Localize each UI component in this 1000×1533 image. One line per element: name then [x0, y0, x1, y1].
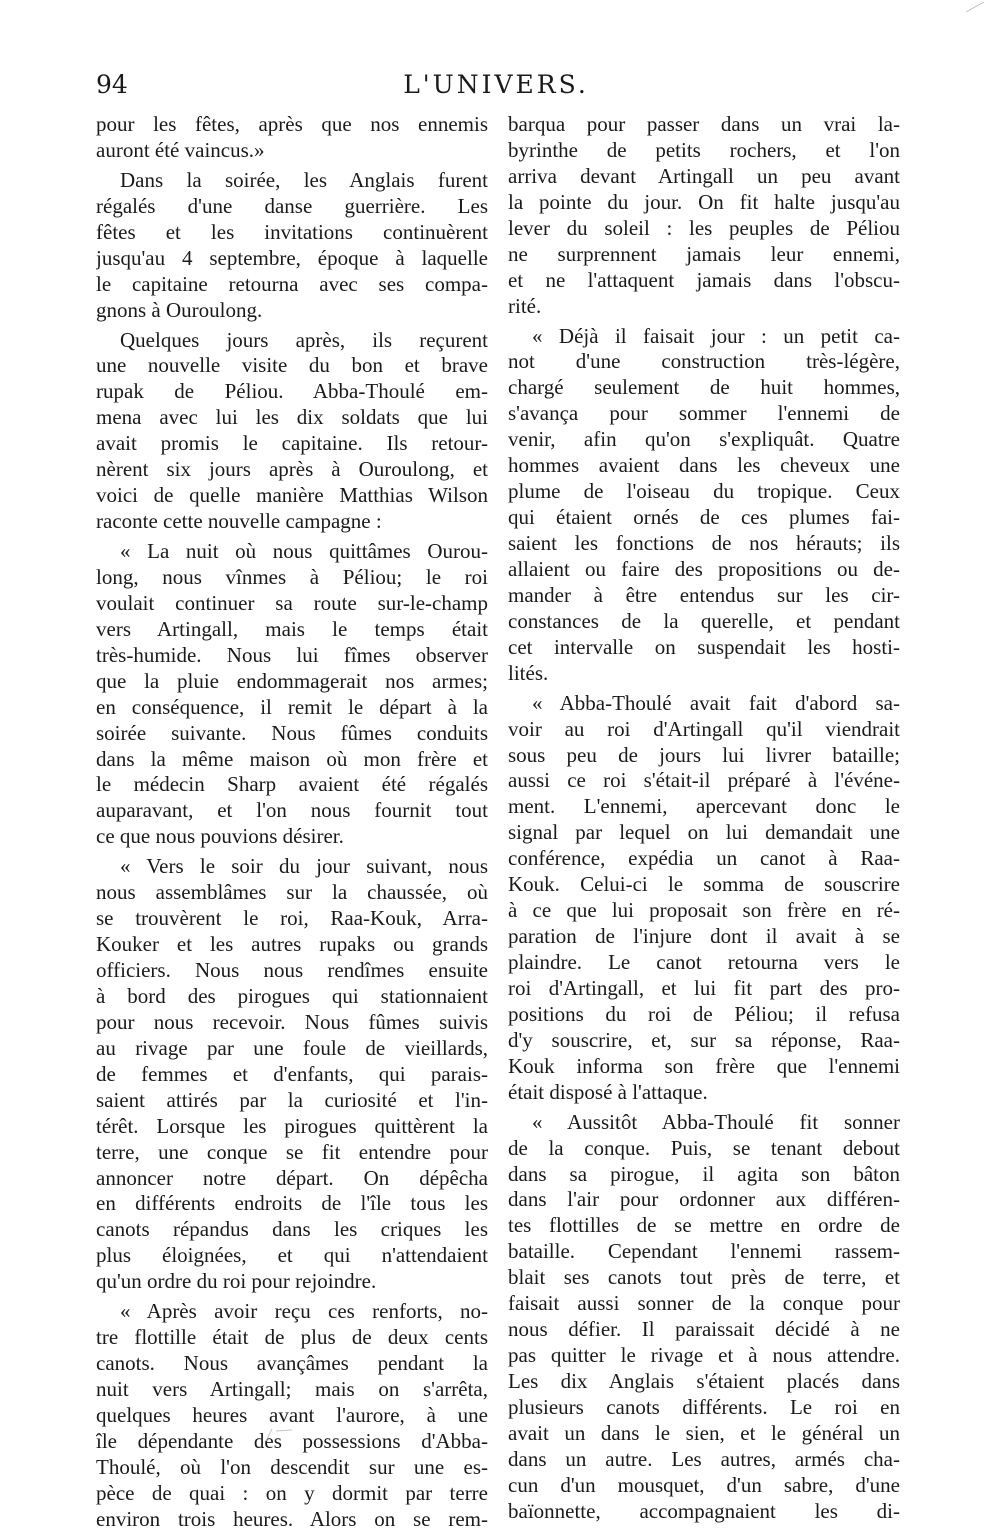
text-line: qu'un ordre du roi pour rejoindre.	[96, 1269, 377, 1294]
text-line: plaindre. Le canot retourna vers le	[508, 950, 900, 974]
text-line: pèce de quai : on y dormit par terre	[96, 1480, 488, 1505]
left-column	[96, 112, 488, 1533]
text-line: canots. Nous avançâmes pendant la	[96, 1351, 488, 1376]
text-line: soirée suivante. Nous fûmes conduits	[96, 720, 488, 745]
text-line: à bord des pirogues qui stationnaient	[96, 983, 488, 1008]
text-line: tes flottilles de se mettre en ordre de	[508, 1213, 900, 1238]
text-line: byrinthe de petits rochers, et l'on	[508, 137, 900, 162]
text-line: dans l'air pour ordonner aux différen-	[508, 1187, 900, 1212]
text-line: que la pluie endommagerait nos armes;	[96, 668, 488, 693]
text-line: environ trois heures. Alors on se rem-	[96, 1506, 488, 1531]
text-line: « La nuit où nous quittâmes Ourou-	[120, 539, 488, 563]
text-line: nèrent six jours après à Ouroulong, et	[96, 457, 488, 482]
text-line: terre, une conque se fit entendre pour	[96, 1139, 488, 1164]
text-line: avait un dans le sien, et le général un	[508, 1420, 900, 1445]
text-line: au rivage par une foule de vieillards,	[96, 1035, 488, 1060]
text-line: baïonnette, accompagnaient les di-	[508, 1498, 900, 1523]
text-line: tre flottille était de plus de deux cents	[96, 1325, 488, 1350]
text-line: nuit vers Artingall; mais on s'arrêta,	[96, 1377, 488, 1401]
text-line: Kouk informa son frère que l'ennemi	[508, 1053, 900, 1078]
text-line: Quelques jours après, ils reçurent	[120, 327, 488, 352]
text-line: signal par lequel on lui demandait une	[508, 820, 900, 845]
text-line: pour les fêtes, après que nos ennemis	[96, 112, 488, 136]
text-line: une nouvelle visite du bon et brave	[96, 353, 488, 378]
text-line: plus éloignées, et qui n'attendaient	[96, 1243, 488, 1268]
text-line: nous assemblâmes sur la chaussée, où	[96, 880, 488, 905]
text-line: saient les fonctions de nos hérauts; ils	[508, 531, 900, 555]
text-line: rupak de Péliou. Abba-Thoulé em-	[96, 379, 488, 404]
text-line: canots répandus dans les criques les	[96, 1217, 488, 1242]
text-line: vers Artingall, mais le temps était	[96, 616, 488, 641]
text-line: la pointe du jour. On fit halte jusqu'au	[508, 189, 900, 214]
text-line: île dépendante des possessions d'Abba-	[96, 1428, 488, 1453]
text-line: venir, afin qu'on s'expliquât. Quatre	[508, 427, 900, 452]
text-line: barqua pour passer dans un vrai la-	[508, 112, 900, 136]
text-line: à ce que lui proposait son frère en ré-	[508, 898, 900, 923]
text-line: en conséquence, il remit le départ à la	[96, 694, 488, 719]
text-line: le médecin Sharp avaient été régalés	[96, 772, 488, 797]
text-line: cet intervalle on suspendait les hosti-	[508, 634, 900, 659]
text-line: quelques heures avant l'aurore, à une	[96, 1402, 488, 1427]
text-line: voir au roi d'Artingall qu'il viendrait	[508, 716, 900, 741]
text-line: lités.	[508, 660, 549, 685]
text-line: en différents endroits de l'île tous les	[96, 1191, 488, 1216]
text-line: térêt. Lorsque les pirogues quittèrent la	[96, 1113, 488, 1138]
text-line: chargé seulement de huit hommes,	[508, 375, 900, 400]
text-line: Dans la soirée, les Anglais furent	[120, 167, 488, 192]
text-line: ce que nous pouvions désirer.	[96, 824, 344, 849]
text-line: d'y souscrire, et, sur sa réponse, Raa-	[508, 1027, 900, 1052]
text-line: fêtes et les invitations continuèrent	[96, 219, 488, 244]
text-line: le capitaine retourna avec ses compa-	[96, 271, 488, 296]
text-line: cun d'un mousquet, d'un sabre, d'une	[508, 1472, 900, 1497]
text-line: ne surprennent jamais leur ennemi,	[508, 241, 900, 266]
text-line: paration de l'injure dont il avait à se	[508, 924, 900, 949]
text-line: nous défier. Il paraissait décidé à ne	[508, 1317, 900, 1342]
text-line: not d'une construction très-légère,	[508, 349, 900, 374]
text-line: Kouk. Celui-ci le somma de souscrire	[508, 872, 900, 897]
text-line: roi d'Artingall, et lui fit part des pro-	[508, 975, 900, 1000]
text-line: positions du roi de Péliou; il refusa	[508, 1001, 900, 1026]
text-line: plume de l'oiseau du tropique. Ceux	[508, 479, 900, 504]
text-line: blait ses canots tout près de terre, et	[508, 1265, 900, 1290]
text-line: dans sa pirogue, il agita son bâton	[508, 1161, 900, 1186]
bottom-scan-mark	[262, 1425, 310, 1443]
text-line: jusqu'au 4 septembre, époque à laquelle	[96, 245, 488, 270]
text-line: officiers. Nous nous rendîmes ensuite	[96, 958, 488, 982]
text-line: dans la même maison où mon frère et	[96, 746, 488, 771]
text-line: « Déjà il faisait jour : un petit ca-	[532, 323, 900, 348]
text-line: faisait aussi sonner de la conque pour	[508, 1291, 900, 1316]
text-line: lever du soleil : les peuples de Péliou	[508, 215, 900, 240]
text-line: mena avec lui les dix soldats que lui	[96, 405, 488, 430]
text-line: et ne l'attaquent jamais dans l'obscu-	[508, 267, 900, 292]
text-line: très-humide. Nous lui fîmes observer	[96, 642, 488, 667]
text-line: long, nous vînmes à Péliou; le roi	[96, 564, 488, 589]
page-number: 94	[96, 70, 128, 99]
text-line: mander à être entendus sur les cir-	[508, 582, 900, 607]
text-line: « Après avoir reçu ces renforts, no-	[120, 1299, 488, 1324]
text-line: de la conque. Puis, se tenant debout	[508, 1135, 900, 1160]
running-title: L'UNIVERS.	[403, 70, 589, 99]
text-line: auront été vaincus.»	[96, 137, 265, 162]
text-line: dans un autre. Les autres, armés cha-	[508, 1446, 900, 1471]
text-line: allaient ou faire des propositions ou de-	[508, 556, 900, 581]
text-line: auparavant, et l'on nous fournit tout	[96, 798, 488, 823]
text-line: de femmes et d'enfants, qui parais-	[96, 1061, 488, 1086]
text-line: Thoulé, où l'on descendit sur une es-	[96, 1454, 488, 1479]
text-line: ment. L'ennemi, apercevant donc le	[508, 794, 900, 819]
text-line: « Vers le soir du jour suivant, nous	[120, 854, 488, 879]
text-line: aussi ce roi s'était-il préparé à l'événe-	[508, 768, 900, 793]
text-line: saient attirés par la curiosité et l'in-	[96, 1087, 488, 1112]
text-line: conférence, expédia un canot à Raa-	[508, 846, 900, 871]
text-line: rité.	[508, 293, 542, 318]
text-line: gnons à Ouroulong.	[96, 297, 263, 322]
text-line: voulait continuer sa route sur-le-champ	[96, 590, 488, 615]
text-line: « Abba-Thoulé avait fait d'abord sa-	[532, 690, 900, 715]
text-line: Kouker et les autres rupaks ou grands	[96, 932, 488, 957]
text-line: se trouvèrent le roi, Raa-Kouk, Arra-	[96, 906, 488, 931]
text-line: pour nous recevoir. Nous fûmes suivis	[96, 1009, 488, 1034]
text-line: « Aussitôt Abba-Thoulé fit sonner	[532, 1109, 900, 1134]
text-line: pas quitter le rivage et à nous attendre.	[508, 1343, 900, 1368]
text-line: s'avança pour sommer l'ennemi de	[508, 401, 900, 426]
text-line: régalés d'une danse guerrière. Les	[96, 193, 488, 218]
text-line: Les dix Anglais s'étaient placés dans	[508, 1369, 900, 1393]
text-line: était disposé à l'attaque.	[508, 1079, 708, 1104]
page-header	[96, 70, 896, 106]
corner-scan-mark	[962, 0, 992, 14]
text-line: hommes avaient dans les cheveux une	[508, 453, 900, 478]
text-line: constances de la querelle, et pendant	[508, 608, 900, 633]
right-column	[508, 112, 900, 1525]
text-line: raconte cette nouvelle campagne :	[96, 509, 382, 534]
text-line: sous peu de jours lui livrer bataille;	[508, 742, 900, 767]
text-line: voici de quelle manière Matthias Wilson	[96, 483, 488, 508]
text-line: plusieurs canots différents. Le roi en	[508, 1394, 900, 1419]
text-line: bataille. Cependant l'ennemi rassem-	[508, 1239, 900, 1264]
text-line: arriva devant Artingall un peu avant	[508, 163, 900, 188]
text-line: annoncer notre départ. On dépêcha	[96, 1165, 488, 1190]
text-line: avait promis le capitaine. Ils retour-	[96, 431, 488, 456]
text-line: qui étaient ornés de ces plumes fai-	[508, 505, 900, 530]
